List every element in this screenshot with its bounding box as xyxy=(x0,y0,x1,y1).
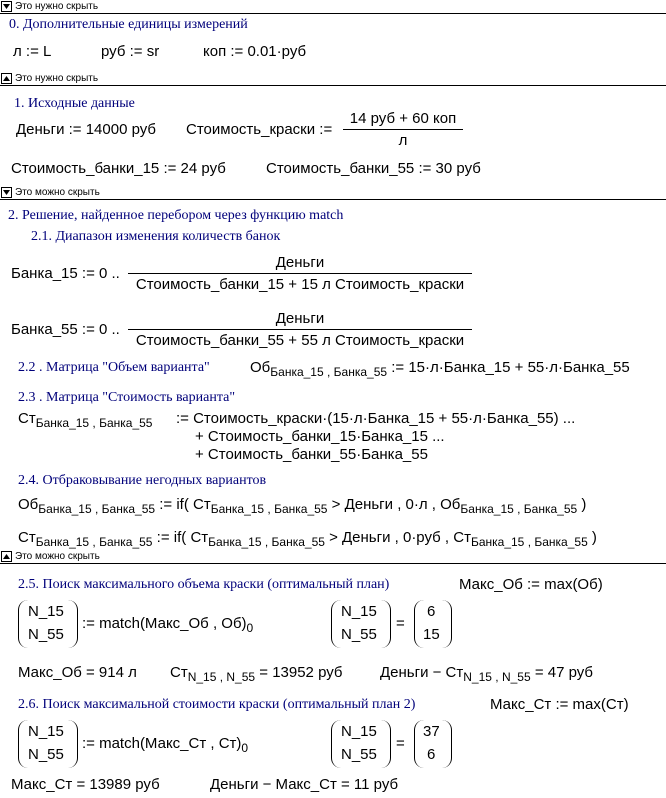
b55-fraction xyxy=(128,310,472,349)
region-label: Это можно скрыть xyxy=(15,551,100,562)
def-can55-cost: Стоимость_банки_55 := 30 руб xyxy=(266,160,481,177)
max-cost-value: Макс_Ст = 13989 руб xyxy=(11,776,160,793)
vector-n55: N_55 xyxy=(28,626,64,643)
max-volume-value: Макс_Об = 914 л xyxy=(18,664,137,681)
heading-volume-matrix: 2.2 . Матрица "Объем варианта" xyxy=(18,360,210,375)
def-cost-matrix-lhs: $Ст_{Банка\_15 , Банка\_55}$ xyxy=(18,410,153,430)
def-filter-cost: $Ст_{Банка\_15 , Банка\_55}$ := if( $Ст_{Банка\_15 , Банка\_55}$ > Деньги , 0·руб , $Ст_{Банка\_15 , Банка\_55}$ ) xyxy=(18,529,597,549)
def-kop: коп := 0.01·руб xyxy=(203,43,307,60)
expand-arrow-icon[interactable] xyxy=(1,73,12,84)
def-liter: л := L xyxy=(13,43,52,60)
heading-cost-matrix: 2.3 . Матрица "Стоимость варианта" xyxy=(18,390,236,405)
region-bar-1[interactable] xyxy=(0,72,666,86)
collapse-arrow-icon[interactable] xyxy=(1,1,12,12)
vector-n55-2: N_55 xyxy=(28,746,64,763)
result-n55-value: 15 xyxy=(423,626,440,643)
money-remainder-1: Деньги − $Ст_{N\_15 , N\_55} = 47$ руб xyxy=(380,664,594,684)
def-b15-lhs: Банка_15 := 0 .. xyxy=(11,265,120,282)
def-can15-cost: Стоимость_банки_15 := 24 руб xyxy=(11,160,226,177)
heading-max-volume: 2.5. Поиск максимального объема краски (оптимальный план) xyxy=(18,577,390,592)
region-bar-2[interactable] xyxy=(0,186,666,200)
region-label: Это можно скрыть xyxy=(15,187,100,198)
b55-numerator: Деньги xyxy=(275,310,325,327)
paint-cost-denominator: л xyxy=(398,132,408,149)
vector-n15: N_15 xyxy=(28,603,64,620)
vector-n15-result-2: N_15 xyxy=(341,723,377,740)
b15-numerator: Деньги xyxy=(275,254,325,271)
paint-cost-fraction xyxy=(343,110,463,149)
def-rub: руб := sr xyxy=(101,43,160,60)
def-filter-volume: $Об_{Банка\_15 , Банка\_55}$ := if( $Ст_{Банка\_15 , Банка\_55}$ > Деньги , 0·л , $Об_{Банка\_15 , Банка\_55}$ ) xyxy=(18,496,587,516)
heading-solution: 2. Решение, найденное перебором через функцию match xyxy=(8,208,344,223)
vector-n15-2: N_15 xyxy=(28,723,64,740)
def-max-volume: Макс_Об := max(Об) xyxy=(459,576,603,593)
result-n15-value-2: 37 xyxy=(423,723,440,740)
def-match-cost: := match(Макс_Ст , $Ст)_0$ xyxy=(82,735,249,755)
expand-arrow-icon[interactable] xyxy=(1,551,12,562)
vector-n55-result-2: N_55 xyxy=(341,746,377,763)
heading-range: 2.1. Диапазон изменения количеств банок xyxy=(31,229,281,244)
region-label: Это нужно скрыть xyxy=(15,73,99,84)
heading-filter: 2.4. Отбраковывание негодных вариантов xyxy=(18,473,267,488)
def-max-cost: Макс_Ст := max(Ст) xyxy=(490,696,629,713)
b15-fraction xyxy=(128,254,472,293)
region-label: Это нужно скрыть xyxy=(15,1,99,12)
equals-sign-2: = xyxy=(396,735,405,752)
b55-denominator: Стоимость_банки_55 + 55 л Стоимость_краски xyxy=(135,332,465,349)
def-cost-matrix-line1: := Стоимость_краски·(15·л·Банка_15 + 55·л·Банка_55) ... xyxy=(176,410,576,427)
heading-units: 0. Дополнительные единицы измерений xyxy=(9,17,248,32)
heading-input-data: 1. Исходные данные xyxy=(14,96,135,111)
cost-at-optimum: $Ст_{N\_15 , N\_55} = 13952$ руб xyxy=(170,664,343,684)
equals-sign: = xyxy=(396,615,405,632)
def-match-volume: := match(Макс_Об , $Об)_0$ xyxy=(82,615,254,635)
def-money: Деньги := 14000 руб xyxy=(16,121,157,138)
def-volume-matrix: $Об_{Банка\_15 , Банка\_55}$ := 15·л·Банка_15 + 55·л·Банка_55 xyxy=(250,359,630,379)
def-paint-cost-lhs: Стоимость_краски := xyxy=(186,121,333,138)
heading-max-cost: 2.6. Поиск максимальной стоимости краски (оптимальный план 2) xyxy=(18,697,416,712)
def-b55-lhs: Банка_55 := 0 .. xyxy=(11,321,120,338)
def-cost-matrix-line2: + Стоимость_банки_15·Банка_15 ... xyxy=(195,428,445,445)
result-n55-value-2: 6 xyxy=(427,746,436,763)
money-remainder-2: Деньги − Макс_Ст = 11 руб xyxy=(210,776,399,793)
region-bar-3[interactable] xyxy=(0,550,666,564)
result-n15-value: 6 xyxy=(427,603,436,620)
def-cost-matrix-line3: + Стоимость_банки_55·Банка_55 xyxy=(195,446,428,463)
paint-cost-numerator: 14 руб + 60 коп xyxy=(349,110,457,127)
vector-n15-result: N_15 xyxy=(341,603,377,620)
vector-n55-result: N_55 xyxy=(341,626,377,643)
collapse-arrow-icon[interactable] xyxy=(1,187,12,198)
region-bar-0[interactable] xyxy=(0,0,666,14)
b15-denominator: Стоимость_банки_15 + 15 л Стоимость_краски xyxy=(135,276,465,293)
